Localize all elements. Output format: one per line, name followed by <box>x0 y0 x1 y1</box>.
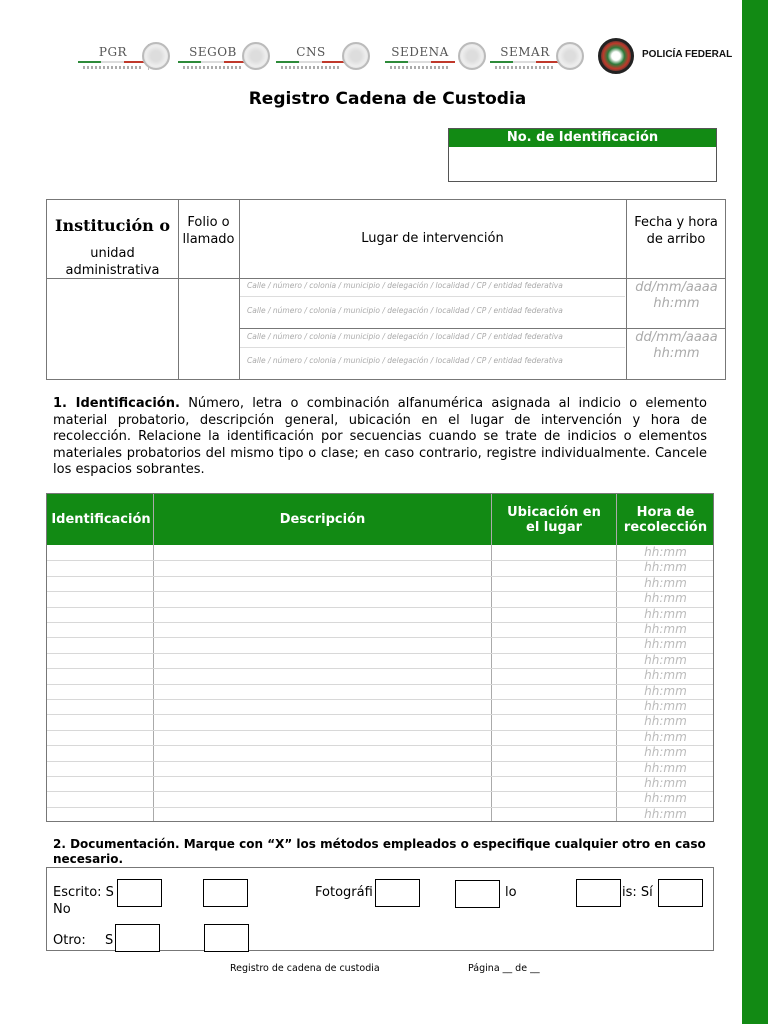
escrito-no-label: No <box>53 902 71 917</box>
coat-of-arms-icon <box>242 42 270 70</box>
intervention-place-header: Lugar de intervención <box>361 231 504 246</box>
address-field[interactable]: Calle / número / colonia / municipio / delegación / localidad / CP / entidad federativa <box>247 306 563 315</box>
institution-logos <box>70 36 740 78</box>
identification-number-field[interactable] <box>449 147 716 182</box>
folio-header: Folio o llamado <box>182 215 235 247</box>
collection-time-field[interactable]: hh:mm <box>644 683 687 698</box>
escrito-label: Escrito: S <box>53 885 114 900</box>
croquis-si-label: is: Sí <box>622 885 653 900</box>
description-column-header: Descripción <box>279 512 366 527</box>
arrival-datetime-field[interactable]: dd/mm/aaaa hh:mm <box>635 330 718 361</box>
address-field[interactable]: Calle / número / colonia / municipio / delegación / localidad / CP / entidad federativa <box>247 332 563 341</box>
segob-logo: SEGOB <box>178 36 248 78</box>
arrival-datetime-field[interactable]: dd/mm/aaaa hh:mm <box>635 280 718 311</box>
address-field[interactable]: Calle / número / colonia / municipio / delegación / localidad / CP / entidad federativa <box>247 356 563 365</box>
fotografia-no-label: lo <box>505 885 517 900</box>
page-title: Registro Cadena de Custodia <box>248 89 527 109</box>
evidence-table <box>46 493 714 822</box>
sedena-logo: SEDENA <box>382 36 458 78</box>
institution-subheader: unidad administrativa <box>65 246 160 278</box>
fotografia-label: Fotográfi <box>315 885 373 900</box>
coat-of-arms-icon <box>142 42 170 70</box>
coat-of-arms-icon <box>342 42 370 70</box>
otro-label: Otro: <box>53 933 86 948</box>
escrito-si-checkbox[interactable] <box>117 879 162 907</box>
otro-si-checkbox[interactable] <box>115 924 160 952</box>
collection-time-field[interactable]: hh:mm <box>644 652 687 667</box>
croquis-si-checkbox[interactable] <box>658 879 703 907</box>
collection-time-field[interactable]: hh:mm <box>644 591 687 606</box>
section-2-heading: 2. Documentación. Marque con “X” los métodos empleados o especifique cualquier otro en caso necesario. <box>53 837 706 866</box>
location-column-header: Ubicación en el lugar <box>507 504 601 535</box>
escrito-no-checkbox[interactable] <box>203 879 248 907</box>
collection-time-field[interactable]: hh:mm <box>644 791 687 806</box>
arrival-datetime-header: Fecha y hora de arribo <box>634 215 718 247</box>
collection-time-field[interactable]: hh:mm <box>644 760 687 775</box>
fotografia-no-checkbox[interactable] <box>455 880 500 908</box>
collection-time-field[interactable]: hh:mm <box>644 776 687 790</box>
footer-document-name: Registro de cadena de custodia <box>230 963 380 974</box>
coat-of-arms-icon <box>458 42 486 70</box>
otro-si-label: S <box>105 933 114 948</box>
documentation-box <box>46 867 714 951</box>
policia-federal-badge-icon <box>598 38 634 74</box>
policia-federal-logo-text: POLICÍA FEDERAL <box>642 49 733 60</box>
identification-number-box <box>448 128 717 182</box>
collection-time-field[interactable]: hh:mm <box>644 622 687 636</box>
collection-time-field[interactable]: hh:mm <box>644 606 687 621</box>
identification-column-header: Identificación <box>51 512 151 527</box>
pgr-logo: PGR <box>78 36 148 78</box>
otro-no-checkbox[interactable] <box>204 924 249 952</box>
institution-header: Institución o <box>55 216 170 235</box>
collection-time-field[interactable]: hh:mm <box>644 729 687 744</box>
section-1-heading: 1. Identificación. <box>53 396 180 411</box>
address-field[interactable]: Calle / número / colonia / municipio / delegación / localidad / CP / entidad federativa <box>247 281 563 290</box>
collection-time-field[interactable]: hh:mm <box>644 714 687 729</box>
collection-time-field[interactable]: hh:mm <box>644 745 687 760</box>
identification-instructions <box>53 396 707 479</box>
semar-logo: SEMAR <box>490 36 560 78</box>
footer-page-number: Página __ de __ <box>468 963 540 974</box>
collection-time-field[interactable]: hh:mm <box>644 575 687 590</box>
coat-of-arms-icon <box>556 42 584 70</box>
collection-time-column-header: Hora de recolección <box>623 504 708 535</box>
collection-time-field[interactable]: hh:mm <box>644 806 687 821</box>
section-1-text: Número, letra o combinación alfanumérica asignada al indicio o elemento material probatorio, descripción general, ubicación en el lugar de intervención y hora de recolección. Relacione la identificación por secuencias cuando se trate de indicios o elementos materiales probatorios del mismo tipo o clase; en caso contrario, registre individualmente. Cancele los espacios sobrantes. <box>53 396 707 478</box>
collection-time-field[interactable]: hh:mm <box>644 637 687 652</box>
green-side-bar <box>742 0 768 1024</box>
croquis-checkbox[interactable] <box>576 879 621 907</box>
identification-number-label: No. de Identificación <box>449 129 716 147</box>
collection-time-field[interactable]: hh:mm <box>644 668 687 683</box>
collection-time-field[interactable]: hh:mm <box>644 560 687 575</box>
collection-time-field[interactable]: hh:mm <box>644 699 687 713</box>
fotografia-si-checkbox[interactable] <box>375 879 420 907</box>
collection-time-field[interactable]: hh:mm <box>644 545 687 559</box>
intervention-table <box>46 199 726 380</box>
cns-logo: CNS <box>276 36 346 78</box>
